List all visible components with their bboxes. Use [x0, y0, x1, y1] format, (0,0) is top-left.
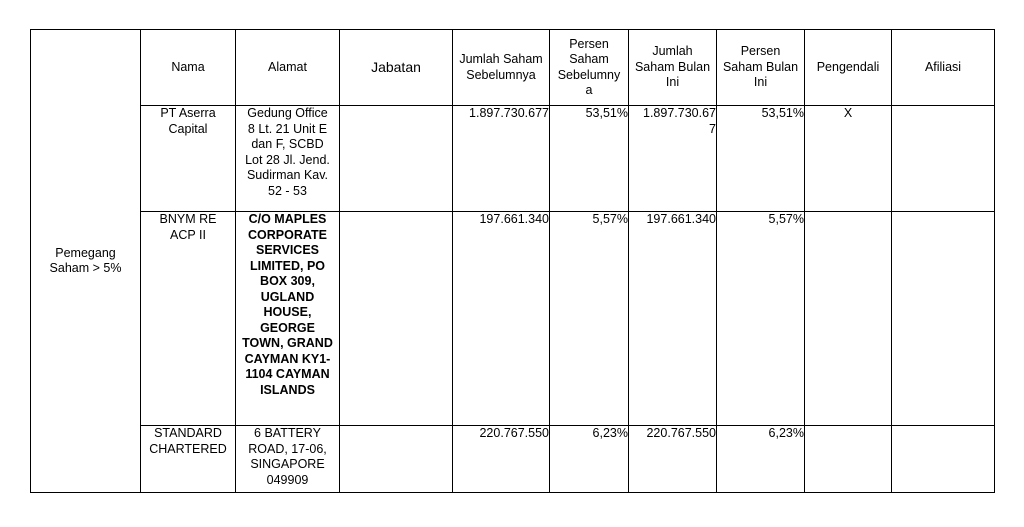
cell-alamat — [236, 106, 340, 212]
header-line: Jumlah — [652, 44, 693, 59]
cell-line: LIMITED, PO — [250, 258, 325, 273]
cell-line: ACP II — [170, 227, 206, 242]
cell-line: 220.767.550 — [646, 426, 716, 440]
cell-jumlah-sebelumnya: 220.767.550 — [453, 426, 550, 493]
header-line: Persen — [740, 44, 781, 59]
cell-line: Gedung Office — [247, 106, 328, 120]
cell-jabatan — [340, 426, 453, 493]
cell-persen-sebelumnya: 6,23% — [550, 426, 629, 493]
cell-jumlah-bulan-ini — [629, 106, 717, 212]
cell-line: CAYMAN KY1- — [244, 351, 331, 366]
header-jumlah-bulan-ini — [629, 30, 717, 106]
shareholder-table — [30, 29, 995, 493]
header-jabatan: Jabatan — [340, 30, 453, 106]
cell-line: GEORGE — [260, 320, 315, 335]
cell-afiliasi — [892, 106, 995, 212]
cell-pengendali — [805, 212, 892, 426]
cell-line: 6 BATTERY — [254, 426, 321, 440]
cell-jumlah-bulan-ini — [629, 212, 717, 426]
cell-persen-sebelumnya: 53,51% — [550, 106, 629, 212]
header-jumlah-sebelumnya — [453, 30, 550, 106]
cell-line: 1.897.730.67 — [643, 106, 716, 120]
header-persen-sebelumnya — [550, 30, 629, 106]
header-line: Saham Bulan — [722, 59, 799, 74]
header-nama: Nama — [141, 30, 236, 106]
cell-jabatan — [340, 212, 453, 426]
cell-jumlah-bulan-ini — [629, 426, 717, 493]
cell-nama — [141, 426, 236, 493]
cell-line: 049909 — [266, 472, 309, 487]
header-row — [31, 30, 995, 106]
cell-jumlah-sebelumnya: 1.897.730.677 — [453, 106, 550, 212]
header-line: Saham — [569, 52, 609, 66]
cell-persen-sebelumnya: 5,57% — [550, 212, 629, 426]
header-line: Ini — [753, 75, 768, 90]
cell-line: BNYM RE — [159, 212, 217, 226]
header-line: Persen — [569, 36, 609, 51]
cell-line: Capital — [168, 121, 208, 136]
cell-line: Lot 28 Jl. Jend. — [245, 152, 330, 167]
cell-afiliasi — [892, 426, 995, 493]
header-line: Jumlah Saham — [459, 52, 543, 66]
cell-line: TOWN, GRAND — [242, 336, 333, 350]
cell-nama — [141, 212, 236, 426]
cell-line: SINGAPORE — [250, 457, 325, 471]
header-line: Ini — [665, 75, 680, 90]
group-label-cell — [31, 30, 141, 493]
header-alamat: Alamat — [236, 30, 340, 106]
cell-line: PT Aserra — [160, 106, 216, 120]
cell-line: SERVICES — [256, 243, 319, 257]
header-persen-bulan-ini — [717, 30, 805, 106]
cell-alamat — [236, 426, 340, 493]
cell-line: ROAD, 17-06, — [248, 441, 327, 456]
cell-line: 7 — [709, 121, 716, 136]
header-line: a — [585, 83, 593, 97]
header-line: Sebelumnya — [466, 67, 536, 82]
table-row — [31, 426, 995, 493]
header-line: Saham Bulan — [634, 59, 711, 74]
cell-persen-bulan-ini: 53,51% — [717, 106, 805, 212]
cell-persen-bulan-ini: 6,23% — [717, 426, 805, 493]
cell-pengendali: X — [805, 106, 892, 212]
header-afiliasi: Afiliasi — [892, 30, 995, 106]
group-label-line: Saham > 5% — [49, 261, 122, 275]
cell-alamat — [236, 212, 340, 426]
cell-line: dan F, SCBD — [251, 137, 324, 151]
cell-line: STANDARD — [154, 426, 222, 440]
table-row — [31, 212, 995, 426]
cell-line: 1104 CAYMAN — [245, 367, 330, 381]
cell-line: CHARTERED — [149, 441, 227, 456]
cell-line: BOX 309, — [260, 274, 315, 288]
cell-line: 52 - 53 — [268, 183, 307, 198]
cell-jabatan — [340, 106, 453, 212]
cell-nama — [141, 106, 236, 212]
table-row — [31, 106, 995, 212]
cell-persen-bulan-ini: 5,57% — [717, 212, 805, 426]
cell-line: Sudirman Kav. — [246, 168, 329, 182]
group-label-line: Pemegang — [55, 245, 116, 260]
cell-pengendali — [805, 426, 892, 493]
header-line: Sebelumny — [557, 67, 621, 82]
cell-line: UGLAND — [260, 289, 315, 304]
cell-line: HOUSE, — [263, 305, 312, 319]
cell-line: CORPORATE — [248, 227, 327, 242]
cell-line: 197.661.340 — [646, 212, 716, 226]
cell-line: ISLANDS — [260, 382, 315, 397]
cell-jumlah-sebelumnya: 197.661.340 — [453, 212, 550, 426]
cell-line: 8 Lt. 21 Unit E — [247, 121, 328, 136]
cell-line: C/O MAPLES — [248, 212, 327, 226]
cell-afiliasi — [892, 212, 995, 426]
header-pengendali: Pengendali — [805, 30, 892, 106]
